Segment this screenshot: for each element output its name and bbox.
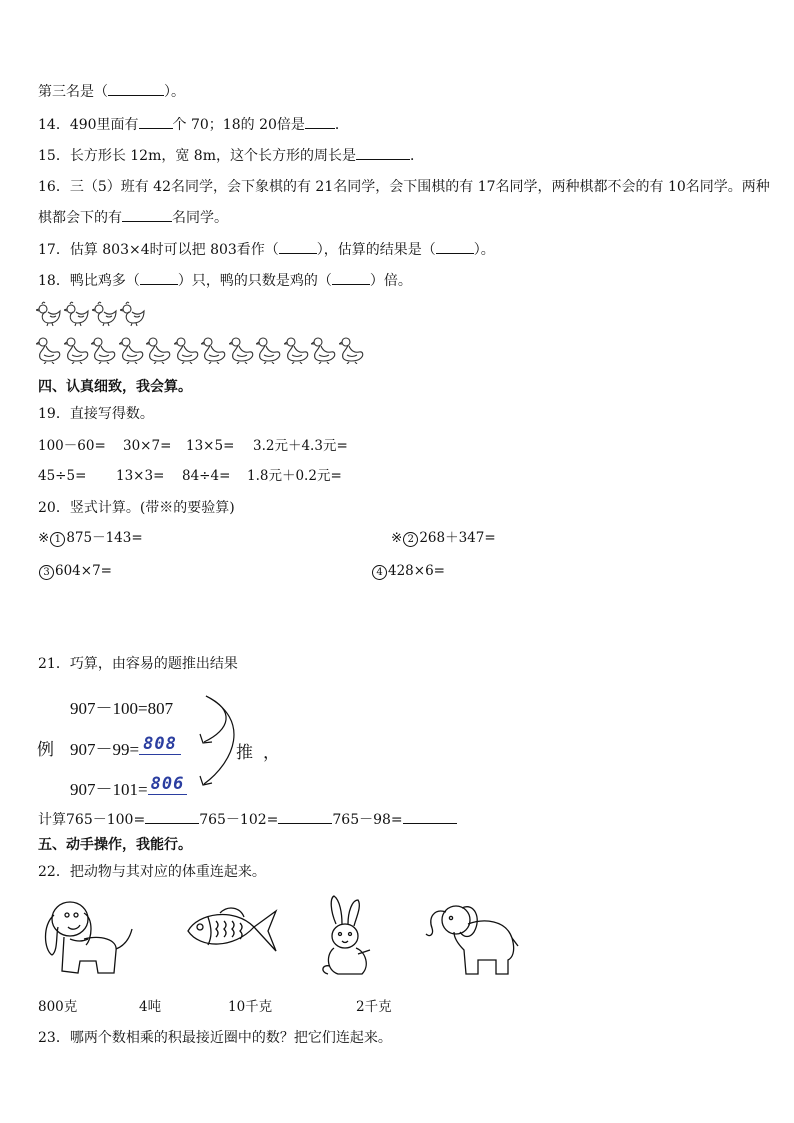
duck-icon [64, 336, 90, 364]
q17-text: 17．估算 803×4时可以把 803看作（ [38, 242, 279, 258]
q21-title: 21．巧算，由容易的题推出结果 [38, 656, 238, 672]
q13-tail [38, 81, 185, 102]
q19-r1-c4: 3.2元＋4.3元= [253, 438, 348, 454]
q13-text: 第三名是（ [38, 84, 108, 100]
circled-number: 4 [372, 565, 387, 580]
duck-icon [256, 336, 282, 364]
q19-r1-c1: 100－60= [38, 438, 106, 454]
q16-text: 16．三（5）班有 42名同学，会下象棋的有 21名同学，会下围棋的有 17名同学，两种棋都不会的有 10名同学。两种 [38, 179, 770, 195]
q20-expr: 428×6= [388, 563, 445, 579]
calc-blank-2[interactable] [278, 809, 332, 824]
chicken-row [36, 301, 148, 331]
elephant-icon[interactable] [424, 898, 520, 978]
q21-eq-1: 907－100=807 [70, 699, 174, 718]
q22-title: 22．把动物与其对应的体重连起来。 [38, 864, 266, 880]
q21-push [236, 738, 280, 763]
q19-r1-c2: 30×7= [123, 438, 172, 454]
q21-push-text: 推 [236, 743, 253, 762]
chicken-icon [92, 301, 118, 327]
duck-icon [201, 336, 227, 364]
q21-eq-2-text: 907－99= [70, 740, 140, 759]
calc-label: 计算 [38, 812, 66, 828]
verify-mark: ※ [391, 530, 403, 546]
calc-blank-3[interactable] [403, 809, 457, 824]
verify-mark: ※ [38, 530, 50, 546]
question-15 [38, 145, 424, 166]
q19-title: 19．直接写得数。 [38, 406, 154, 422]
q18-blank-1[interactable] [140, 270, 178, 285]
circled-number: 2 [403, 532, 418, 547]
q17-text-3: ）。 [473, 242, 495, 258]
q14-blank-1[interactable] [139, 114, 173, 129]
q18-text: 18．鸭比鸡多（ [38, 273, 140, 289]
weight-4t[interactable]: 4吨 [139, 999, 162, 1015]
q21-eq-3-text: 907－101= [70, 780, 148, 799]
q15-blank[interactable] [356, 145, 410, 160]
question-18 [38, 270, 412, 291]
chicken-icon [36, 301, 62, 327]
question-16-line-1 [38, 177, 770, 197]
q23-title: 23．哪两个数相乘的积最接近圈中的数？把它们连起来。 [38, 1030, 392, 1046]
q14-text-2: 个 70；18的 20倍是 [172, 117, 305, 133]
q17-text-2: ），估算的结果是（ [316, 242, 436, 258]
duck-row [36, 336, 366, 368]
q20-expr: 875－143= [66, 530, 143, 546]
q19-r2-c2: 13×3= [116, 468, 165, 484]
question-14 [38, 114, 349, 135]
q13-text-end: ）。 [164, 84, 185, 100]
dog-icon[interactable] [40, 895, 140, 979]
fish-icon[interactable] [184, 905, 280, 957]
section-4-heading: 四、认真细致，我会算。 [38, 379, 192, 395]
q19-r1-c3: 13×5= [186, 438, 235, 454]
q21-answer-806: 806 [148, 774, 188, 795]
weight-10kg[interactable]: 10千克 [228, 999, 273, 1015]
q21-push-comma: ， [263, 743, 280, 762]
q18-text-2: ）只，鸭的只数是鸡的（ [177, 273, 332, 289]
question-16-line-2 [38, 207, 228, 228]
q17-blank-1[interactable] [279, 239, 317, 254]
calc-blank-1[interactable] [145, 809, 199, 824]
q19-r2-c4: 1.8元＋0.2元= [247, 468, 342, 484]
q20-expr: 604×7= [55, 563, 112, 579]
duck-icon [119, 336, 145, 364]
weight-800g[interactable]: 800克 [38, 999, 78, 1015]
duck-icon [284, 336, 310, 364]
calc-item-1: 765－100= [66, 812, 146, 828]
q20-item-1 [38, 529, 143, 547]
q21-calc [38, 809, 457, 830]
q20-title: 20．竖式计算。(带※的要验算) [38, 500, 235, 516]
q20-item-3 [38, 562, 112, 580]
q19-r2-c1: 45÷5= [38, 468, 87, 484]
q19-r2-c3: 84÷4= [182, 468, 231, 484]
q13-blank[interactable] [108, 81, 164, 96]
q15-period: ． [410, 148, 424, 164]
section-5-heading: 五、动手操作，我能行。 [38, 837, 192, 853]
q21-eq-3 [70, 775, 187, 801]
duck-icon [174, 336, 200, 364]
q14-text: 14．490里面有 [38, 117, 139, 133]
calc-item-3: 765－98= [332, 812, 403, 828]
question-17 [38, 239, 495, 260]
q14-blank-2[interactable] [305, 114, 335, 129]
rabbit-icon[interactable] [318, 894, 374, 980]
circled-number: 3 [39, 565, 54, 580]
duck-icon [146, 336, 172, 364]
duck-icon [229, 336, 255, 364]
chicken-icon [64, 301, 90, 327]
q21-example-label: 例 [37, 740, 54, 759]
q16-text-2: 棋都会下的有 [38, 210, 122, 226]
q20-item-4 [371, 562, 445, 580]
duck-icon [36, 336, 62, 364]
q16-blank[interactable] [122, 207, 172, 222]
q18-blank-2[interactable] [332, 270, 370, 285]
q16-text-3: 名同学。 [172, 210, 228, 226]
duck-icon [91, 336, 117, 364]
calc-item-2: 765－102= [199, 812, 279, 828]
weight-2kg[interactable]: 2千克 [356, 999, 392, 1015]
q17-blank-2[interactable] [436, 239, 474, 254]
q18-text-3: ）倍。 [369, 273, 412, 289]
q14-period: ． [334, 117, 349, 133]
chicken-icon [120, 301, 146, 327]
duck-icon [339, 336, 365, 364]
q15-text: 15．长方形长 12m，宽 8m，这个长方形的周长是 [38, 148, 356, 164]
q21-eq-2 [70, 735, 181, 761]
duck-icon [311, 336, 337, 364]
circled-number: 1 [50, 532, 65, 547]
q20-item-2 [391, 529, 496, 547]
q21-answer-808: 808 [139, 734, 181, 755]
q20-expr: 268＋347= [419, 530, 496, 546]
